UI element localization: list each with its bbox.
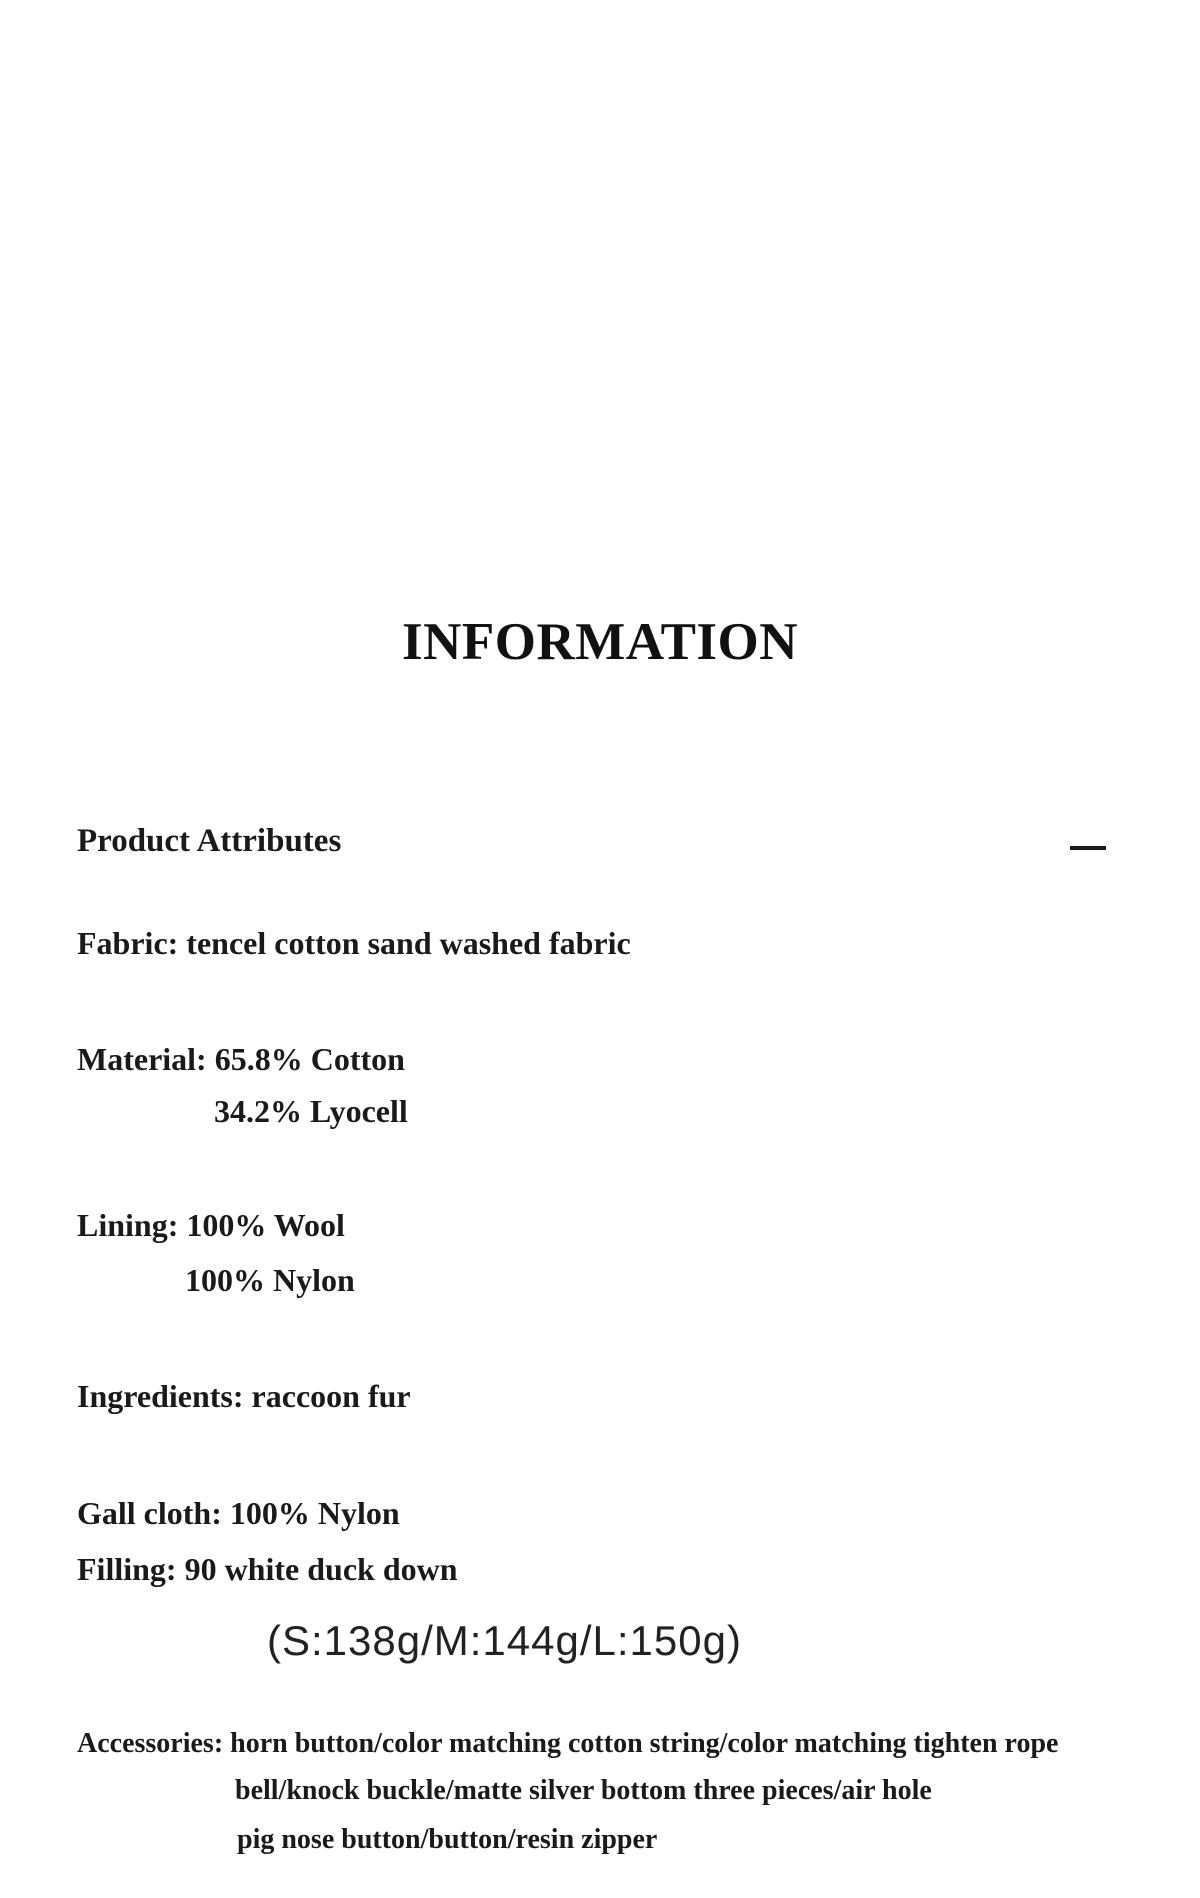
material-line-2: 34.2% Lyocell	[214, 1093, 408, 1129]
section-label-product-attributes: Product Attributes	[77, 823, 342, 859]
minus-icon[interactable]	[1070, 846, 1106, 850]
accessories-line-1: Accessories: horn button/color matching cotton string/color matching tighten rope	[77, 1728, 1059, 1759]
filling-sizes: (S:138g/M:144g/L:150g)	[267, 1617, 742, 1664]
accessories-line-2: bell/knock buckle/matte silver bottom three pieces/air hole	[235, 1775, 932, 1806]
gall-cloth-line: Gall cloth: 100% Nylon	[77, 1495, 400, 1531]
material-line-1: Material: 65.8% Cotton	[77, 1041, 405, 1077]
lining-line-1: Lining: 100% Wool	[77, 1207, 345, 1243]
lining-line-2: 100% Nylon	[185, 1262, 355, 1298]
filling-line: Filling: 90 white duck down	[77, 1551, 458, 1587]
page-title: INFORMATION	[401, 613, 799, 671]
ingredients-line: Ingredients: raccoon fur	[77, 1378, 411, 1414]
fabric-line: Fabric: tencel cotton sand washed fabric	[77, 925, 631, 961]
accessories-line-3: pig nose button/button/resin zipper	[237, 1824, 658, 1855]
